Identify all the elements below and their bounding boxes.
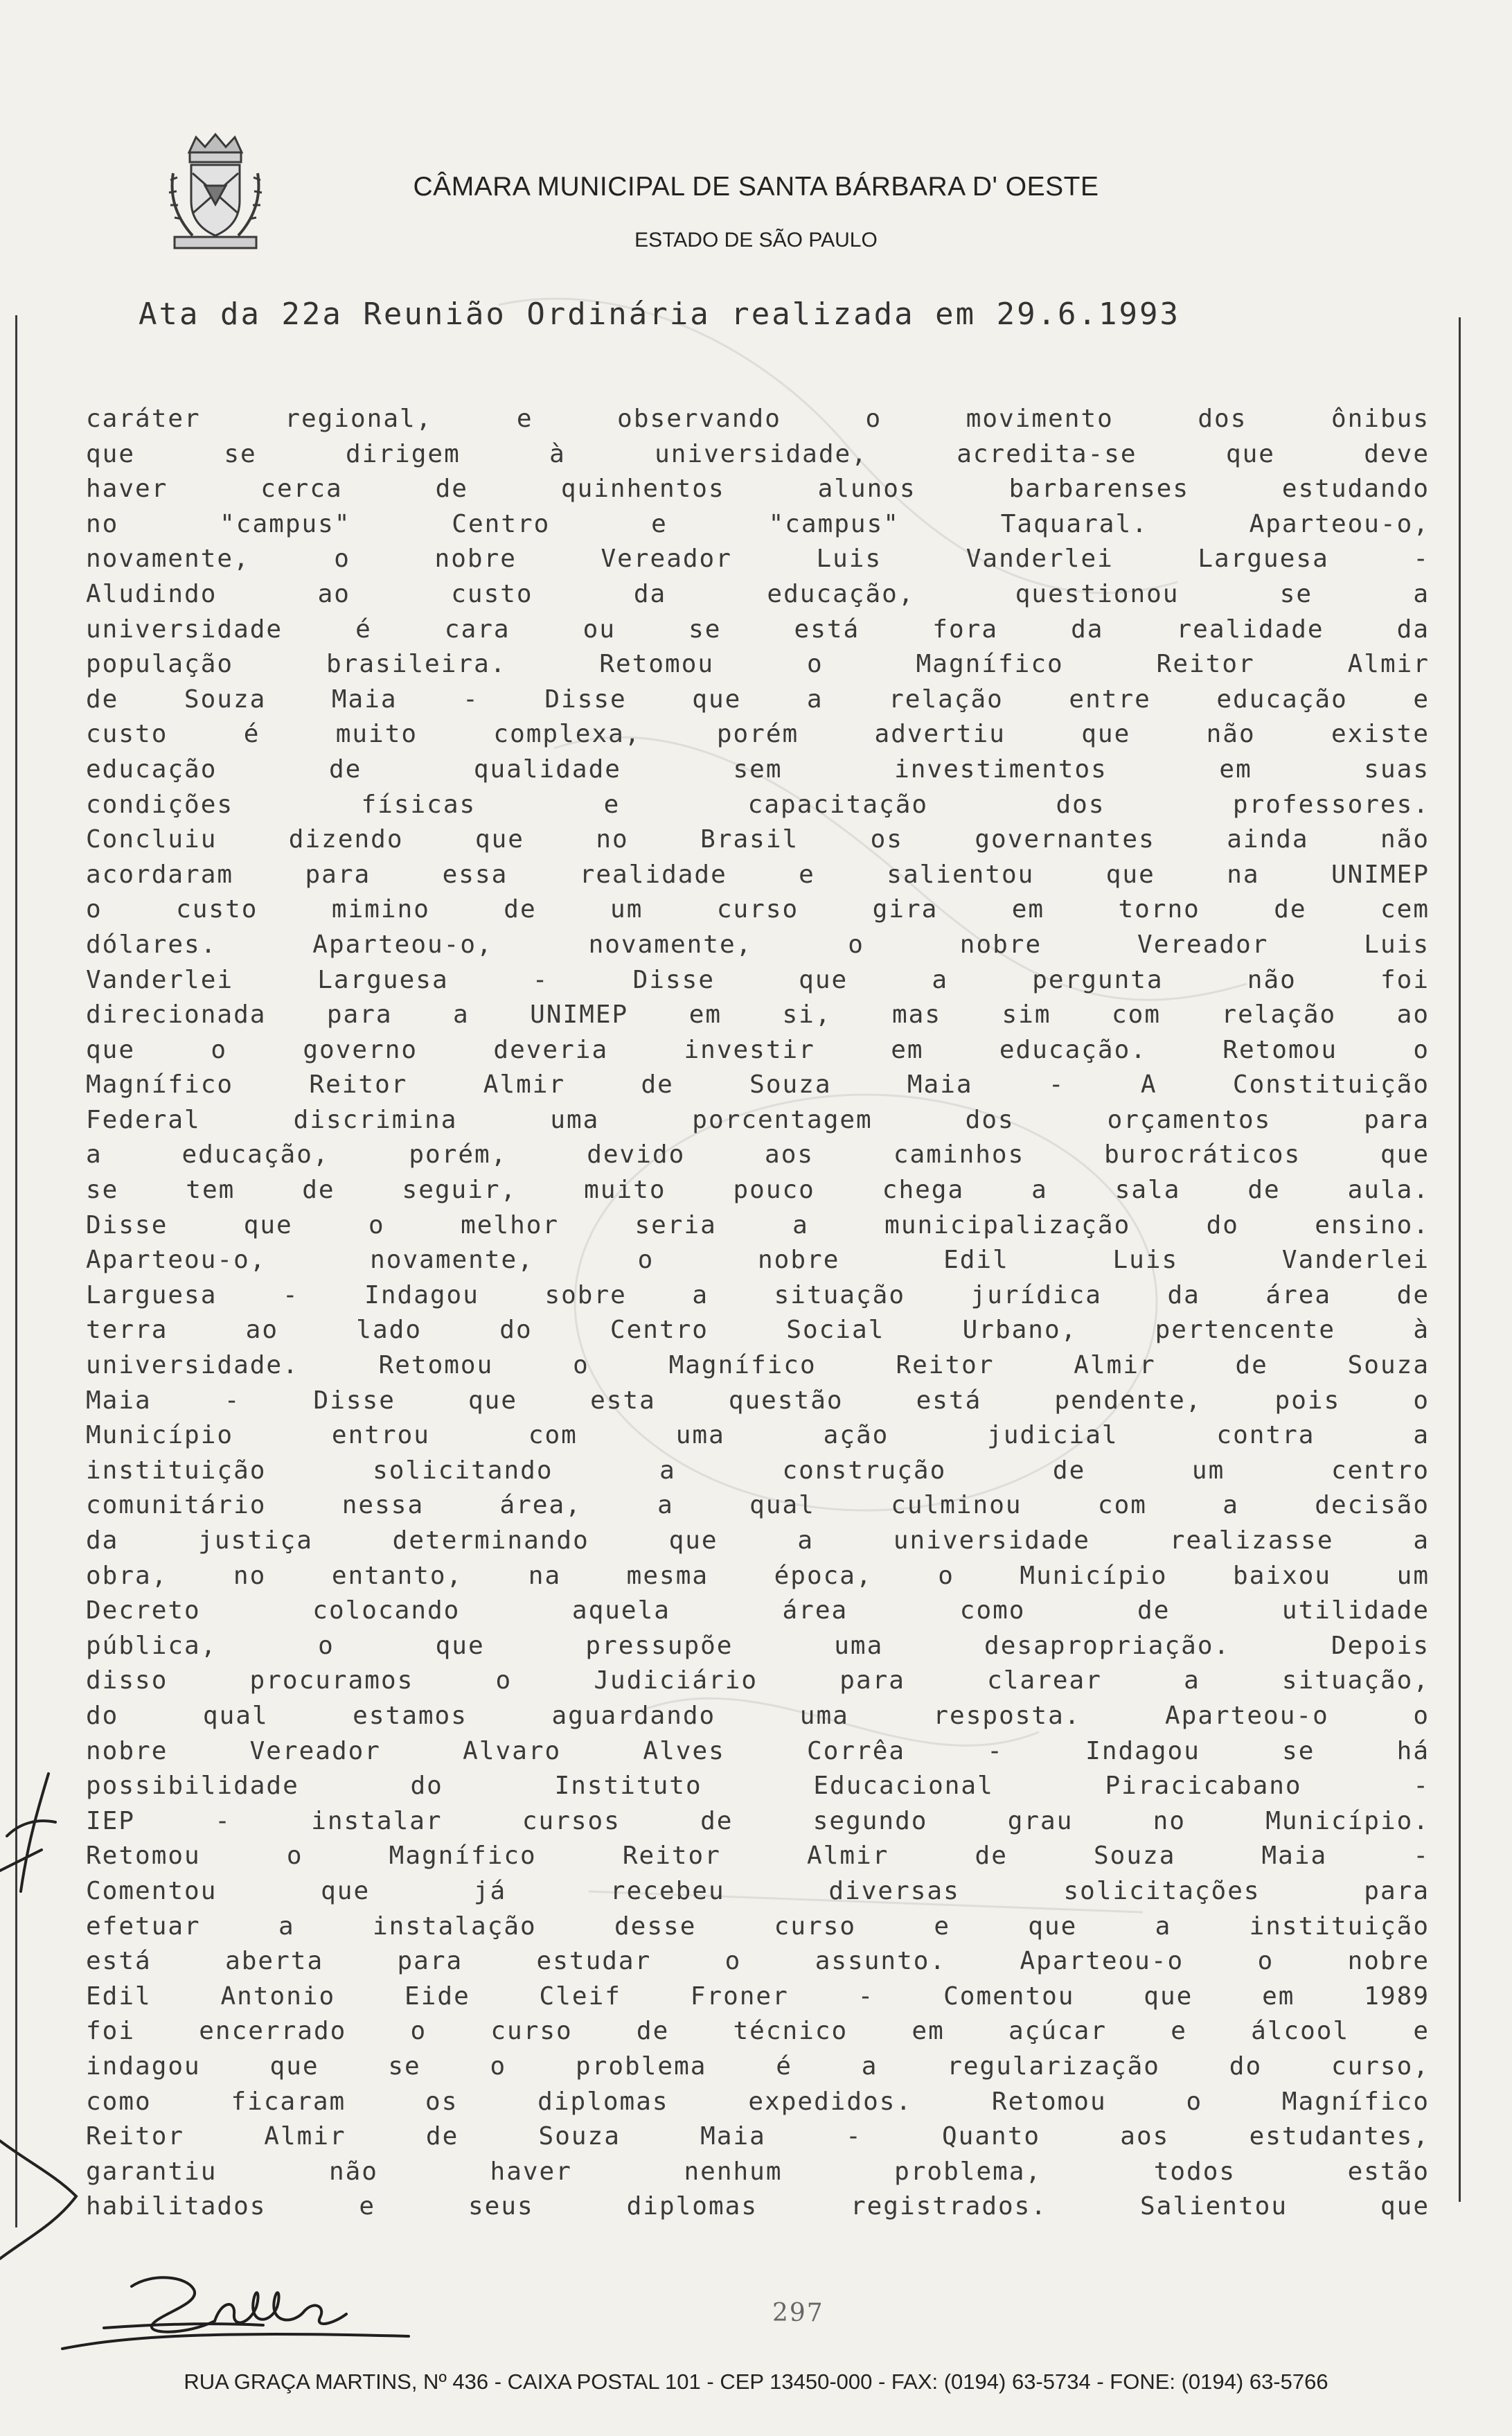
margin-initials: [0, 1753, 83, 2307]
body-line: população brasileira. Retomou o Magnífico Reitor Almir: [86, 650, 1430, 679]
body-line: Larguesa - Indagou sobre a situação jurídica da área de: [86, 1280, 1430, 1309]
minutes-title: Ata da 22a Reunião Ordinária realizada em 29.6.1993: [139, 297, 1181, 332]
body-line: nobre Vereador Alvaro Alves Corrêa - Indagou se há: [86, 1736, 1430, 1765]
body-line: que o governo deveria investir em educação. Retomou o: [86, 1035, 1430, 1064]
body-line: obra, no entanto, na mesma época, o Município baixou um: [86, 1561, 1430, 1590]
body-line: garantiu não haver nenhum problema, todos estão: [86, 2157, 1430, 2186]
body-line: se tem de seguir, muito pouco chega a sala de aula.: [86, 1176, 1430, 1205]
page-number: 297: [772, 2299, 824, 2327]
body-line: disso procuramos o Judiciário para clarear a situação,: [86, 1666, 1430, 1695]
state-name: ESTADO DE SÃO PAULO: [634, 229, 878, 251]
body-line: terra ao lado do Centro Social Urbano, pertencente à: [86, 1316, 1430, 1345]
institution-name: CÂMARA MUNICIPAL DE SANTA BÁRBARA D' OESTE: [413, 172, 1099, 202]
body-line: universidade. Retomou o Magnífico Reitor Almir de Souza: [86, 1351, 1430, 1380]
body-line: indagou que se o problema é a regularização do curso,: [86, 2051, 1430, 2081]
body-line: direcionada para a UNIMEP em si, mas sim com relação ao: [86, 1000, 1430, 1030]
body-line: de Souza Maia - Disse que a relação entre educação e: [86, 685, 1430, 714]
body-line: universidade é cara ou se está fora da realidade da: [86, 615, 1430, 644]
body-line: a educação, porém, devido aos caminhos burocráticos que: [86, 1140, 1430, 1170]
body-line: acordaram para essa realidade e salientou que na UNIMEP: [86, 860, 1430, 889]
body-line: Município entrou com uma ação judicial contra a: [86, 1421, 1430, 1450]
body-line: pública, o que pressupõe uma desapropriação. Depois: [86, 1631, 1430, 1660]
signature: [48, 2259, 436, 2363]
body-line: Concluiu dizendo que no Brasil os governantes ainda não: [86, 825, 1430, 854]
body-line: caráter regional, e observando o movimento dos ônibus: [86, 405, 1430, 433]
body-line: IEP - instalar cursos de segundo grau no Município.: [86, 1806, 1430, 1835]
body-line: custo é muito complexa, porém advertiu que não existe: [86, 720, 1430, 749]
body-line: novamente, o nobre Vereador Luis Vanderlei Larguesa -: [86, 545, 1430, 574]
body-line: habilitados e seus diplomas registrados. Salientou que: [86, 2192, 1430, 2221]
body-line: Vanderlei Larguesa - Disse que a pergunta não foi: [86, 965, 1430, 994]
body-line: Comentou que já recebeu diversas solicitações para: [86, 1876, 1430, 1905]
body-line: Reitor Almir de Souza Maia - Quanto aos estudantes,: [86, 2122, 1430, 2151]
body-line: educação de qualidade sem investimentos em suas: [86, 754, 1430, 784]
body-line: efetuar a instalação desse curso e que a instituição: [86, 1912, 1430, 1941]
body-line: condições físicas e capacitação dos professores.: [86, 790, 1430, 819]
body-line: que se dirigem à universidade, acredita-se que deve: [86, 439, 1430, 468]
body-line: possibilidade do Instituto Educacional Piracicabano -: [86, 1772, 1430, 1801]
body-line: Federal discrimina uma porcentagem dos orçamentos para: [86, 1105, 1430, 1134]
footer-address: RUA GRAÇA MARTINS, Nº 436 - CAIXA POSTAL 101 - CEP 13450-000 - FAX: (0194) 63-5734 - FONE: (0194) 63-5766: [184, 2369, 1328, 2394]
body-line: está aberta para estudar o assunto. Aparteou-o o nobre: [86, 1947, 1430, 1976]
body-line: Retomou o Magnífico Reitor Almir de Souza Maia -: [86, 1842, 1430, 1871]
body-line: haver cerca de quinhentos alunos barbarenses estudando: [86, 475, 1430, 504]
body-line: instituição solicitando a construção de um centro: [86, 1456, 1430, 1485]
minutes-body: [86, 402, 1430, 2225]
body-line: no "campus" Centro e "campus" Taquaral. Aparteou-o,: [86, 509, 1430, 538]
body-line: Edil Antonio Eide Cleif Froner - Comentou que em 1989: [86, 1982, 1430, 2011]
body-line: Decreto colocando aquela área como de utilidade: [86, 1596, 1430, 1625]
body-line: comunitário nessa área, a qual culminou com a decisão: [86, 1491, 1430, 1520]
body-line: do qual estamos aguardando uma resposta. Aparteou-o o: [86, 1701, 1430, 1730]
body-line: Magnífico Reitor Almir de Souza Maia - A Constituição: [86, 1070, 1430, 1100]
body-line: Aludindo ao custo da educação, questionou se a: [86, 579, 1430, 608]
body-line: como ficaram os diplomas expedidos. Retomou o Magnífico: [86, 2087, 1430, 2116]
body-line: Aparteou-o, novamente, o nobre Edil Luis Vanderlei: [86, 1246, 1430, 1275]
body-line: dólares. Aparteou-o, novamente, o nobre Vereador Luis: [86, 930, 1430, 959]
body-line: da justiça determinando que a universidade realizasse a: [86, 1526, 1430, 1555]
body-line: Maia - Disse que esta questão está pendente, pois o: [86, 1386, 1430, 1415]
body-line: o custo mimino de um curso gira em torno de cem: [86, 895, 1430, 924]
right-margin-rule: [1459, 317, 1461, 2202]
body-line: foi encerrado o curso de técnico em açúcar e álcool e: [86, 2017, 1430, 2046]
body-line: Disse que o melhor seria a municipalização do ensino.: [86, 1210, 1430, 1239]
